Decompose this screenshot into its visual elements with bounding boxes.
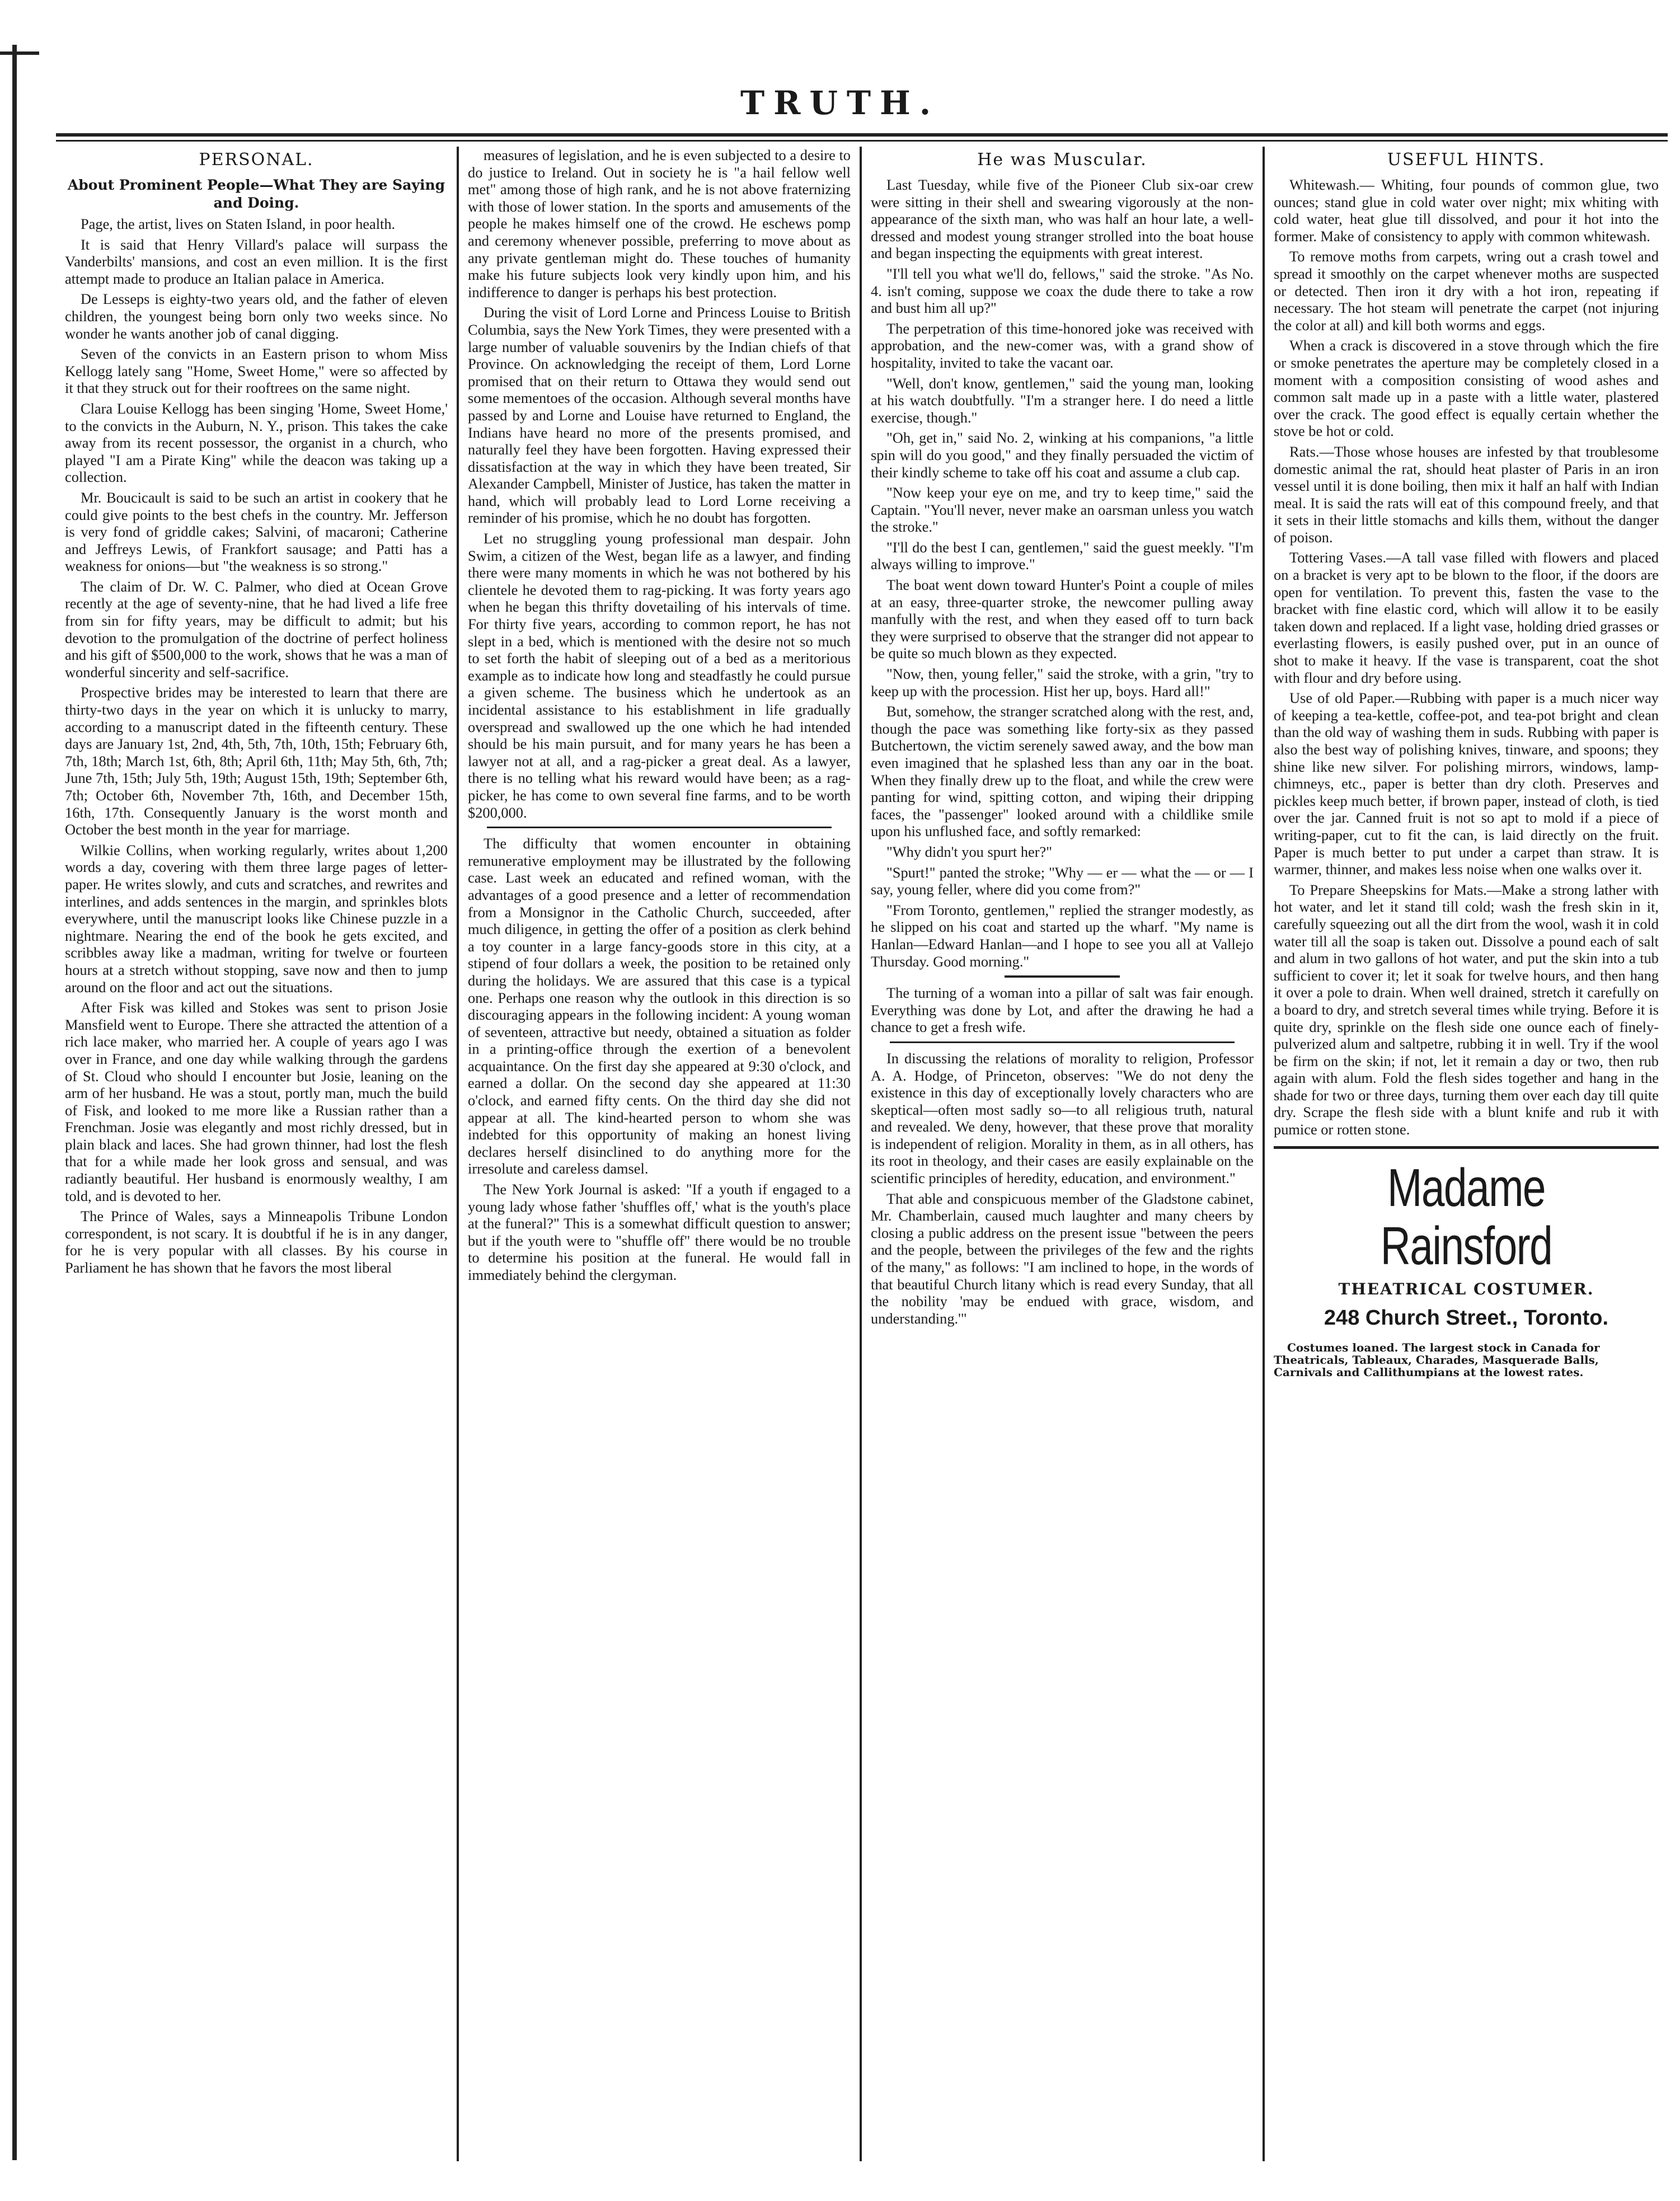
article-paragraph: The New York Journal is asked: "If a youth if engaged to a young lady whose father 'shuffles off,' what is the youth's place at the funeral?" This is a somewhat difficult question to answer; but if the youth were to "shuffle off" there would be no trouble to determine his position at the funeral. He would fall in immediately behind the clergyman. <box>468 1181 851 1283</box>
advertisement-address: 248 Church Street., Toronto. <box>1324 1306 1609 1330</box>
article-paragraph: "Oh, get in," said No. 2, winking at his companions, "a little spin will do you good," and they finally persuaded the victim of their kindly scheme to take off his coat and assume a club cap. <box>871 429 1254 481</box>
article-paragraph: "From Toronto, gentlemen," replied the stranger modestly, as he slipped on his coat and started up the wharf. "My name is Hanlan—Edward Hanlan—and I hope to see you all at Vallejo Thursday. Good morning." <box>871 901 1254 970</box>
article-paragraph: "I'll tell you what we'll do, fellows," said the stroke. "As No. 4. isn't coming, suppose we coax the dude there to take a row and bust him all up?" <box>871 265 1254 317</box>
column-subheading: About Prominent People—What They are Saying and Doing. <box>67 177 445 211</box>
article-paragraph: "I'll do the best I can, gentlemen," said the guest meekly. "I'm always willing to improve." <box>871 538 1254 573</box>
article-paragraph: Prospective brides may be interested to learn that there are thirty-two days in the year on which it is unlucky to marry, according to a manuscript dated in the fifteenth century. These days are January 1st, 2nd, 4th, 5th, 7th, 10th, 15th; February 6th, 7th, 18th; March 1st, 6th, 8th; April 6th, 11th; May 5th, 6th, 7th; June 7th, 15th; July 5th, 19th; August 15th, 19th; September 6th, 7th; October 6th, November 7th, 16th, and December 15th, 16th, 17th. Consequently January is the worst month and October the best month in the year for marriage. <box>65 684 448 838</box>
section-divider <box>487 827 832 828</box>
article-paragraph: That able and conspicuous member of the Gladstone cabinet, Mr. Chamberlain, caused much laughter and many cheers by closing a public address on the present issue "between the peers and the people, between the privileges of the few and the rights of the many," as follows: "I am inclined to hope, in the words of that beautiful Church litany which is read every Sunday, that all the nobility 'may be endued with grace, wisdom, and understanding.'" <box>871 1190 1254 1327</box>
article-paragraph: To Prepare Sheepskins for Mats.—Make a strong lather with hot water, and let it stand till cold; wash the fresh skin in it, carefully squeezing out all the dirt from the wool, wash it in cold water till all the soap is taken out. Dissolve a pound each of salt and alum in two gallons of hot water, and put the skin into a tub sufficient to cover it; let it soak for twelve hours, and then hang it over a pole to drain. When well drained, stretch it carefully on a board to dry, and stretch several times while trying. Before it is quite dry, sprinkle on the flesh side one ounce each of finely-pulverized alum and saltpetre, rubbing it in well. Try if the wool be firm on the skin; if not, let it remain a day or two, then rub again with alum. Fold the flesh sides together and hang in the shade for two or three days, turning them over each day till quite dry. Scrape the flesh side with a blunt knife and rub it with pumice or rotten stone. <box>1274 881 1659 1138</box>
column-body <box>1274 176 1659 1138</box>
article-paragraph: Wilkie Collins, when working regularly, writes about 1,200 words a day, covering with them three large pages of letter-paper. He writes slowly, and cuts and scratches, and rewrites and interlines, and adds sentences in the margin, and sprinkles blots everywhere, until the manuscript looks like Chinese puzzle in a nightmare. Nearing the end of the book he gets excited, and scribbles away like a madman, writing for twelve or fourteen hours at a stretch without stopping, save now and then to jump around on the floor and act out the situations. <box>65 841 448 996</box>
masthead-rule <box>56 133 1668 137</box>
column-heading: USEFUL HINTS. <box>1387 150 1546 170</box>
columns <box>56 147 1668 2161</box>
article-paragraph: The difficulty that women encounter in obtaining remunerative employment may be illustrated by the following case. Last week an educated and refined woman, with the advantages of a good presence and a letter of recommendation from a Monsignor in the Catholic Church, succeeded, after much diligence, in getting the offer of a position as clerk behind a toy counter in a large fancy-goods store in this city, at a stipend of four dollars a week, the position to be retained only during the holidays. We are assured that this case is a typical one. Perhaps one reason why the outlook in this direction is so discouraging appears in the following incident: A young woman of seventeen, attractive but needy, obtained a situation as folder in a printing-office through the exertion of a benevolent acquaintance. On the first day she appeared at 9:30 o'clock, and earned a dollar. On the second day she appeared at 11:30 o'clock, and earned fifty cents. On the third day she did not appear at all. The kind-hearted person to whom she was indebted for this opportunity of making an honest living declares herself disinclined to do anything more for the irresolute and careless damsel. <box>468 835 851 1177</box>
column-useful-hints <box>1265 147 1668 2161</box>
binding-edge-rule <box>12 45 17 2160</box>
article-paragraph: The Prince of Wales, says a Minneapolis Tribune London correspondent, is not scary. It is doubtful if he is in any danger, for he is very popular with all classes. By his course in Parliament he has shown that he favors the most liberal <box>65 1208 448 1277</box>
column-he-was-muscular <box>862 147 1265 2161</box>
article-paragraph: "Spurt!" panted the stroke; "Why — er — what the — or — I say, young feller, where did you come from?" <box>871 863 1254 898</box>
column-body <box>468 147 851 1284</box>
article-paragraph: De Lesseps is eighty-two years old, and the father of eleven children, the youngest being born only two weeks since. No wonder he wants another job of canal digging. <box>65 290 448 342</box>
article-paragraph: Last Tuesday, while five of the Pioneer Club six-oar crew were sitting in their shell and swearing vigorously at the non-appearance of the sixth man, who was half an hour late, a well-dressed and modest young stranger strolled into the boat house and began inspecting the equipments with great interest. <box>871 176 1254 262</box>
article-paragraph: Rats.—Those whose houses are infested by that troublesome domestic animal the rat, should heat plaster of Paris in an iron vessel until it is done boiling, then mix it half an half with Indian meal. It is said the rats will eat of this compound freely, and that it sets in their little stomachs and kills them, without the danger of poison. <box>1274 443 1659 546</box>
article-paragraph: Clara Louise Kellogg has been singing 'Home, Sweet Home,' to the convicts in the Auburn, N. Y., prison. This takes the cake away from its recent possessor, the organist in a church, who played "I am a Pirate King" while the deacon was taking up a collection. <box>65 400 448 486</box>
advertisement-title: THEATRICAL COSTUMER. <box>1338 1279 1594 1298</box>
article-paragraph: In discussing the relations of morality to religion, Professor A. A. Hodge, of Princeton, observes: "We do not deny the existence in this day of exceptionally lovely characters who are skeptical—often most sadly so—to all religious truth, natural and revealed. We deny, however, that these prove that morality is independent of religion. Morality in them, as in all others, has its root in theology, and their cases are easily explainable on the scientific principles of heredity, education, and environment." <box>871 1049 1254 1187</box>
article-paragraph: Page, the artist, lives on Staten Island, in poor health. <box>81 215 396 232</box>
column-body <box>65 215 448 1277</box>
article-paragraph: The boat went down toward Hunter's Point a couple of miles at an easy, three-quarter stroke, the newcomer pulling away manfully with the rest, and when they eased off to turn back they were surprised to observe that the stranger did not appear to be quite so much blown as they expected. <box>871 576 1254 662</box>
article-paragraph: When a crack is discovered in a stove through which the fire or smoke penetrates the aperture may be completely closed in a moment with a composition consisting of wood ashes and common salt made up in a paste with a little water, plastered over the crack. The good effect is equally certain whether the stove be hot or cold. <box>1274 337 1659 440</box>
article-paragraph: Mr. Boucicault is said to be such an artist in cookery that he could give points to the best chefs in the country. Mr. Jefferson is very fond of griddle cakes; Salvini, of macaroni; Catherine and Jeffreys Lewis, of Frankfort sausage; and Patti has a weakness for onions—but "the weakness is so strong." <box>65 489 448 575</box>
column-body <box>871 176 1254 1327</box>
article-paragraph: The perpetration of this time-honored joke was received with approbation, and the new-comer was, with a grand show of hospitality, invited to take the vacant oar. <box>871 320 1254 371</box>
section-divider <box>890 1041 1235 1043</box>
article-paragraph: Use of old Paper.—Rubbing with paper is a much nicer way of keeping a tea-kettle, coffee-pot, and tea-pot bright and clean than the old way of washing them in suds. Rubbing with paper is also the best way of polishing knives, tinware, and spoons; they shine like new silver. For polishing mirrors, windows, lamp-chimneys, etc., paper is better than dry cloth. Preserves and pickles keep much better, if brown paper, instead of cloth, is tied over the jar. Canned fruit is not so apt to mold if a piece of writing-paper, cut to fit the can, is laid directly on the fruit. Paper is much better to put under a carpet than straw. It is warmer, thinner, and makes less noise when one walks over it. <box>1274 689 1659 878</box>
column-continued <box>459 147 862 2161</box>
article-paragraph: Tottering Vases.—A tall vase filled with flowers and placed on a bracket is very apt to be blown to the floor, if the doors are open for ventilation. To prevent this, fasten the vase to the bracket with fine elastic cord, which will allow it to be easily taken down and replaced. If a light vase, holding dried grasses or everlasting flowers, is easily pushed over, put in an ounce of shot to make it heavy. If the vase is transparent, coat the shot with flour and dry before using. <box>1274 549 1659 686</box>
article-paragraph: Let no struggling young professional man despair. John Swim, a citizen of the West, began life as a lawyer, and finding there were many moments in which he was not bothered by his clientele he devoted them to rag-picking. It was forty years ago when he began this thrifty dovetailing of his intervals of time. For thirty five years, according to common report, he has not slept in a bed, which is mentioned with the desire not so much to set forth the habit of sleeping out of a bed as a meritorious example as to indicate how long and steadfastly he could pursue a given scheme. The business which he undertook as an incidental assistance to his establishment in life gradually overspread and swallowed up the one which he had intended should be his main pursuit, and for many years he has been a lawyer not at all, and a rag-picker a great deal. As a lawyer, there is no telling what his reward would have been; as a rag-picker, he has come to own several fine farms, and to be worth $200,000. <box>468 530 851 821</box>
advertisement-note: Costumes loaned. The largest stock in Canada for Theatricals, Tableaux, Charades, Masquerade Balls, Carnivals and Callithumpians at the lowest rates. <box>1274 1340 1600 1379</box>
column-heading: He was Muscular. <box>977 150 1147 170</box>
article-paragraph: But, somehow, the stranger scratched along with the rest, and, though the pace was something like forty-six as they passed Butchertown, the victim serenely sawed away, and the bow man even imagined that he splashed less than any oar in the boat. When they finally drew up to the float, and while the crew were panting for wind, spitting cotton, and wiping their dripping faces, the "passenger" looked around with a childlike smile upon his unflushed face, and softly remarked: <box>871 703 1254 840</box>
article-paragraph: It is said that Henry Villard's palace will surpass the Vanderbilts' mansions, and cost an even million. It is the first attempt made to produce an Italian palace in America. <box>65 236 448 287</box>
article-paragraph: Whitewash.— Whiting, four pounds of common glue, two ounces; stand glue in cold water over night; mix whiting with cold water, heat glue till dissolved, and pour it hot into the former. Make of consistency to apply with common whitewash. <box>1274 176 1659 245</box>
advertisement <box>1274 1146 1659 1378</box>
article-paragraph: After Fisk was killed and Stokes was sent to prison Josie Mansfield went to Europe. There she attracted the attention of a rich lace maker, who married her. A couple of years ago I was over in France, and one day while walking through the gardens of St. Cloud who should I encounter but Josie, leaning on the arm of her husband. He was a stout, portly man, much the build of Fisk, and looked to me more like a Russian rather than a Frenchman. Josie was elegantly and most richly dressed, but in plain black and laces. She had grown thinner, had lost the flesh that for a while made her look gross and sensual, and was radiantly beautiful. Her husband is enormously wealthy, I am told, and is devoted to her. <box>65 999 448 1204</box>
masthead-rule-thin <box>56 140 1668 142</box>
article-paragraph: "Well, don't know, gentlemen," said the young man, looking at his watch doubtfully. "I'm a stranger here. I do need a little exercise, though." <box>871 374 1254 426</box>
article-paragraph: During the visit of Lord Lorne and Princess Louise to British Columbia, says the New York Times, they were presented with a large number of valuable souvenirs by the Indian chiefs of that Province. On acknowledging the receipt of them, Lord Lorne promised that on their return to Ottawa they would send out some mementoes of the occasion. Although several months have passed by and Lorne and Louise have returned to England, the Indians have heard no more of the presents promised, and naturally feel they have been forgotten. Having expressed their dissatisfaction at the way in which they have been treated, Sir Alexander Campbell, Minister of Justice, has taken the matter in hand, which will probably lead to Lord Lorne receiving a reminder of his promise, which he no doubt has forgotten. <box>468 304 851 527</box>
article-paragraph: To remove moths from carpets, wring out a crash towel and spread it smoothly on the carpet whenever moths are suspected or detected. Then iron it dry with a hot iron, repeating if necessary. The hot steam will penetrate the carpet (not injuring the color at all) and kill both worms and eggs. <box>1274 248 1659 334</box>
advertisement-name: Madame Rainsford <box>1380 1157 1552 1276</box>
article-paragraph: Seven of the convicts in an Eastern prison to whom Miss Kellogg lately sang "Home, Sweet Home," were so affected by it that they struck out for their rooftrees on the same night. <box>65 345 448 397</box>
article-paragraph: measures of legislation, and he is even subjected to a desire to do justice to Ireland. Out in society he is "a hail fellow well met" among those of high rank, and he is not above fraternizing with those of lower station. In the sports and amusements of the people he makes himself one of the crowd. He eschews pomp and ceremony whenever possible, preferring to move about as any private gentleman might do. These touches of humanity make his future subjects look very kindly upon him, and his indifference to danger is perhaps his best protection. <box>468 147 851 301</box>
article-paragraph: "Now keep your eye on me, and try to keep time," said the Captain. "You'll never, never make an oarsman unless you watch the stroke." <box>871 484 1254 536</box>
section-divider <box>1005 975 1119 978</box>
column-personal <box>56 147 459 2161</box>
article-paragraph: The turning of a woman into a pillar of salt was fair enough. Everything was done by Lot, and after the drawing he had a chance to get a fresh wife. <box>871 984 1254 1036</box>
article-paragraph: "Now, then, young feller," said the stroke, with a grin, "try to keep up with the procession. Hist her up, boys. Hard all!" <box>871 665 1254 700</box>
article-paragraph: "Why didn't you spurt her?" <box>886 843 1053 860</box>
article-paragraph: The claim of Dr. W. C. Palmer, who died at Ocean Grove recently at the age of seventy-nine, that he had lived a life free from sin for fifty years, may be difficult to admit; but his devotion to the promulgation of the doctrine of perfect holiness and his gift of $500,000 to the work, shows that he was a man of wonderful sincerity and self-sacrifice. <box>65 578 448 681</box>
column-heading: PERSONAL. <box>199 150 314 170</box>
binding-edge-tick <box>0 51 39 55</box>
masthead: TRUTH. <box>740 84 940 122</box>
